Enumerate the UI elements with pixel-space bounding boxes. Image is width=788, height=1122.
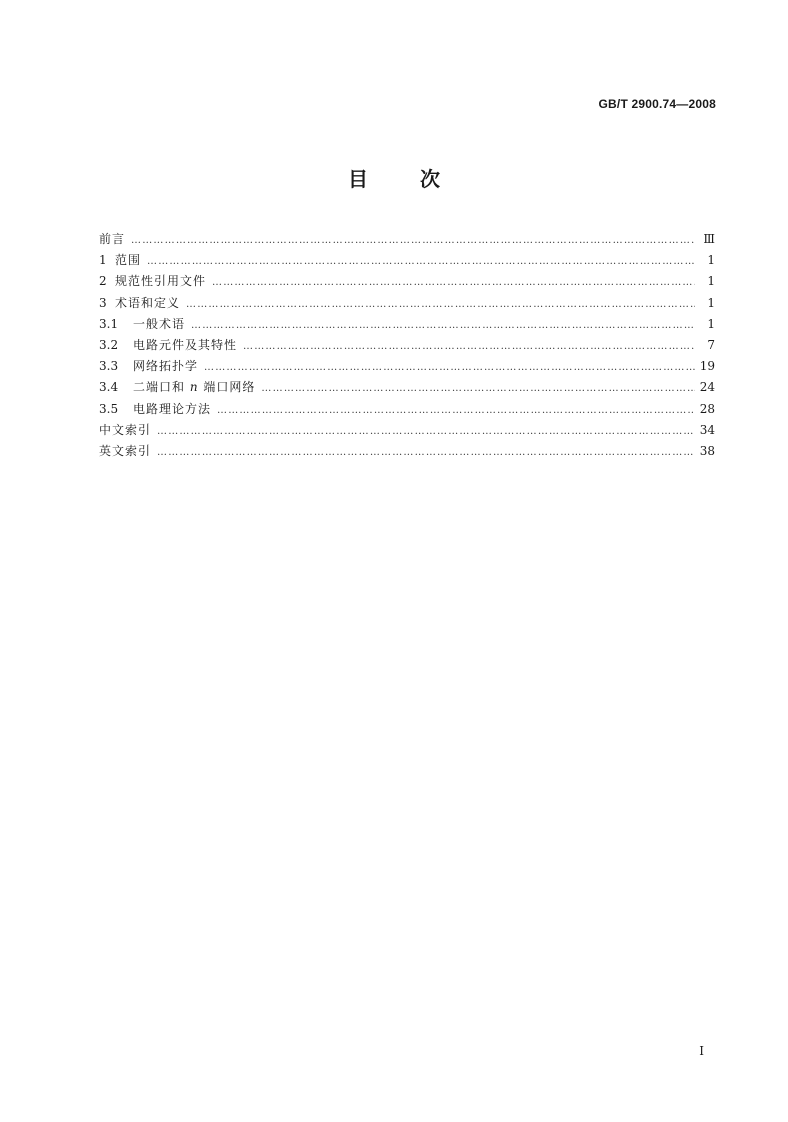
toc-label: 中文索引 bbox=[99, 422, 152, 437]
toc-page-number: 24 bbox=[699, 380, 715, 395]
toc-leader bbox=[261, 382, 695, 396]
toc-entry-circuit-theory-methods[interactable] bbox=[99, 402, 715, 423]
toc-number: 3.3 bbox=[99, 359, 119, 374]
toc-number: 3 bbox=[99, 295, 107, 310]
toc-page-number: 19 bbox=[699, 359, 715, 374]
toc-label-variable: n bbox=[189, 380, 199, 395]
toc-number: 2 bbox=[99, 274, 107, 289]
toc-leader bbox=[204, 361, 695, 375]
toc-label: 规范性引用文件 bbox=[115, 274, 207, 289]
toc-page-number: 34 bbox=[699, 422, 715, 437]
toc-entry-normative-references[interactable] bbox=[99, 274, 715, 295]
toc-number: 3.1 bbox=[99, 316, 119, 331]
toc-page-number: 38 bbox=[699, 443, 715, 458]
toc-label-post: 端口网络 bbox=[203, 380, 256, 395]
toc-page-number: 1 bbox=[707, 274, 715, 289]
toc-label: 网络拓扑学 bbox=[133, 359, 199, 374]
toc-page-number: 28 bbox=[699, 401, 715, 416]
toc-leader bbox=[147, 255, 695, 269]
toc-leader bbox=[157, 446, 695, 460]
page-title bbox=[0, 163, 788, 192]
toc-list bbox=[99, 232, 715, 465]
standard-code: GB/T 2900.74—2008 bbox=[598, 97, 716, 111]
toc-entry-circuit-elements[interactable] bbox=[99, 338, 715, 359]
toc-label: 术语和定义 bbox=[115, 295, 181, 310]
toc-label: 英文索引 bbox=[99, 443, 152, 458]
toc-number: 3.5 bbox=[99, 401, 119, 416]
toc-entry-port-networks[interactable] bbox=[99, 380, 715, 401]
page-folio: I bbox=[699, 1044, 704, 1058]
title-char-1: 目 bbox=[348, 167, 368, 191]
toc-entry-network-topology[interactable] bbox=[99, 359, 715, 380]
toc-leader bbox=[191, 319, 695, 333]
toc-label: 一般术语 bbox=[133, 316, 186, 331]
toc-leader bbox=[212, 276, 695, 290]
toc-label: 电路元件及其特性 bbox=[133, 337, 238, 352]
toc-label: 范围 bbox=[115, 253, 142, 268]
title-char-2: 次 bbox=[420, 167, 440, 191]
toc-entry-english-index[interactable] bbox=[99, 444, 715, 465]
toc-entry-scope[interactable] bbox=[99, 253, 715, 274]
toc-entry-chinese-index[interactable] bbox=[99, 423, 715, 444]
toc-leader bbox=[186, 298, 695, 312]
toc-page-number: 1 bbox=[707, 253, 715, 268]
toc-label bbox=[133, 380, 261, 394]
toc-label: 前言 bbox=[99, 232, 126, 246]
toc-page-number: 1 bbox=[707, 316, 715, 331]
toc-label-pre: 二端口和 bbox=[133, 380, 186, 395]
toc-leader bbox=[243, 340, 695, 354]
toc-label: 电路理论方法 bbox=[133, 401, 212, 416]
toc-number: 3.2 bbox=[99, 337, 119, 352]
toc-entry-foreword[interactable] bbox=[99, 232, 715, 253]
toc-page-number: Ⅲ bbox=[703, 232, 715, 246]
toc-leader bbox=[157, 425, 695, 439]
toc-number: 1 bbox=[99, 253, 107, 268]
toc-leader bbox=[131, 234, 695, 248]
toc-page-number: 1 bbox=[707, 295, 715, 310]
toc-leader bbox=[217, 404, 695, 418]
toc-entry-terms-definitions[interactable] bbox=[99, 296, 715, 317]
toc-page-number: 7 bbox=[707, 337, 715, 352]
toc-entry-general-terms[interactable] bbox=[99, 317, 715, 338]
toc-number: 3.4 bbox=[99, 380, 119, 395]
